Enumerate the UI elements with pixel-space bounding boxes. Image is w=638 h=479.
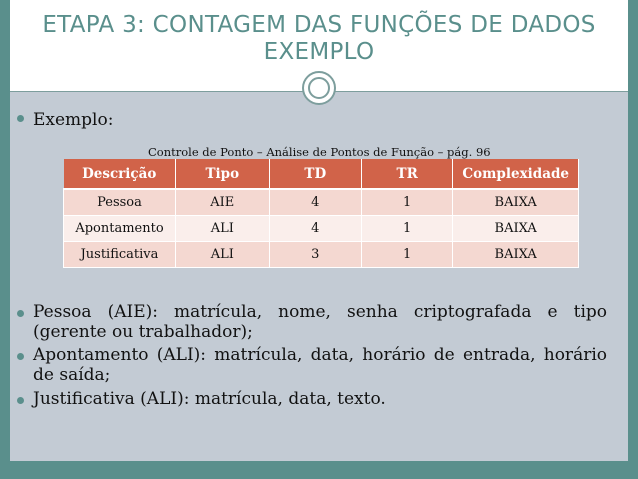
bullet-apontamento — [17, 345, 607, 385]
cell-complexidade: BAIXA — [453, 189, 579, 216]
bullet-icon — [17, 115, 24, 122]
bullet-icon — [17, 397, 24, 404]
cell-tr: 1 — [361, 242, 452, 268]
header-tr: TR — [361, 159, 452, 189]
cell-tr: 1 — [361, 189, 452, 216]
table-row — [64, 189, 579, 216]
header-complexidade: Complexidade — [453, 159, 579, 189]
cell-tipo: ALI — [175, 216, 269, 242]
cell-td: 3 — [269, 242, 361, 268]
header-tipo: Tipo — [175, 159, 269, 189]
table-row — [64, 242, 579, 268]
bullet-icon — [17, 353, 24, 360]
cell-tipo: ALI — [175, 242, 269, 268]
bullet-justificativa — [17, 389, 607, 409]
circle-ornament-icon — [302, 71, 336, 105]
cell-descricao: Justificativa — [64, 242, 176, 268]
cell-complexidade: BAIXA — [453, 216, 579, 242]
table-header-row — [64, 159, 579, 189]
example-label: Exemplo: — [33, 110, 114, 130]
slide-title — [10, 12, 628, 66]
cell-descricao: Apontamento — [64, 216, 176, 242]
header-td: TD — [269, 159, 361, 189]
cell-tipo: AIE — [175, 189, 269, 216]
slide-title-line1: ETAPA 3: CONTAGEM DAS FUNÇÕES DE DADOS — [42, 12, 596, 38]
cell-td: 4 — [269, 216, 361, 242]
table-caption: Controle de Ponto – Análise de Pontos de Função – pág. 96 — [148, 145, 491, 159]
slide-title-line2: EXEMPLO — [263, 39, 375, 65]
left-border — [0, 0, 10, 479]
cell-descricao: Pessoa — [64, 189, 176, 216]
bullet-text: Justificativa (ALI): matrícula, data, texto. — [33, 389, 386, 409]
example-bullet — [17, 110, 113, 131]
right-border — [628, 0, 638, 479]
bullet-icon — [17, 310, 24, 317]
cell-tr: 1 — [361, 216, 452, 242]
header-descricao: Descrição — [64, 159, 176, 189]
bullet-text: Pessoa (AIE): matrícula, nome, senha criptografada e tipo (gerente ou trabalhador); — [33, 302, 607, 342]
cell-td: 4 — [269, 189, 361, 216]
bullet-pessoa — [17, 302, 607, 342]
table-row — [64, 216, 579, 242]
cell-complexidade: BAIXA — [453, 242, 579, 268]
bottom-border — [0, 461, 638, 479]
bullet-text: Apontamento (ALI): matrícula, data, horário de entrada, horário de saída; — [33, 345, 607, 385]
function-table — [63, 159, 579, 268]
